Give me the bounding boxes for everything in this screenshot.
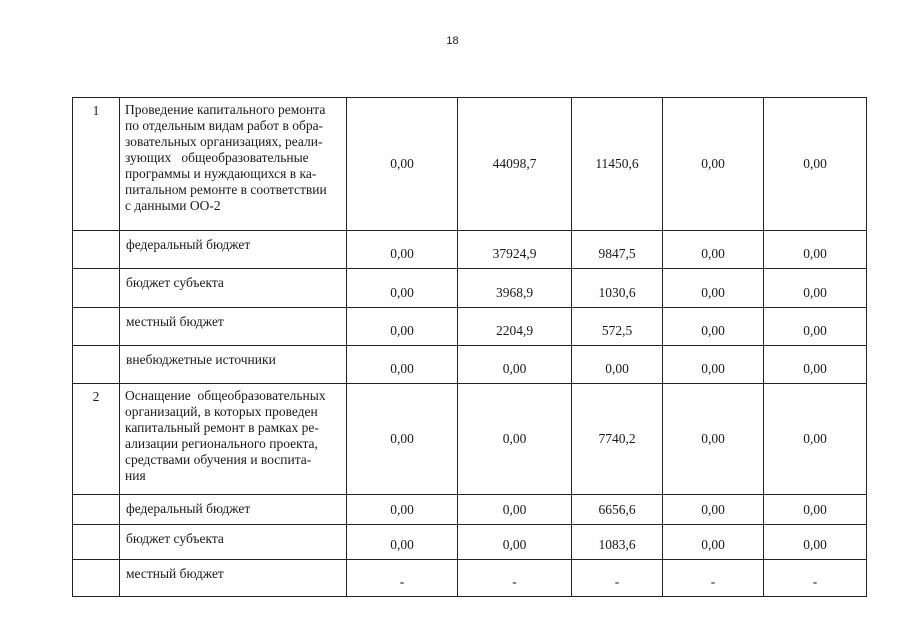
- description-line: ализации регионального проекта,: [125, 436, 318, 451]
- amount-cell: 0,00: [663, 308, 764, 346]
- description-line: программы и нуждающихся в ка-: [125, 166, 317, 181]
- page-number: 18: [446, 35, 459, 47]
- amount-cell: 0,00: [347, 525, 458, 560]
- amount-cell: 0,00: [663, 269, 764, 308]
- amount-cell: 0,00: [458, 525, 572, 560]
- item-description: [120, 384, 347, 495]
- amount-cell: -: [663, 560, 764, 597]
- amount-cell: -: [458, 560, 572, 597]
- amount-cell: 44098,7: [458, 98, 572, 231]
- funding-source-label: местный бюджет: [120, 560, 347, 597]
- amount-cell: 0,00: [347, 98, 458, 231]
- amount-cell: -: [764, 560, 867, 597]
- amount-cell: 2204,9: [458, 308, 572, 346]
- amount-cell: 0,00: [764, 346, 867, 384]
- table-row-funding-source: [73, 495, 867, 525]
- table-row-funding-source: [73, 346, 867, 384]
- amount-cell: 1083,6: [572, 525, 663, 560]
- funding-source-label: федеральный бюджет: [120, 495, 347, 525]
- table-row-funding-source: [73, 308, 867, 346]
- description-line: с данными ОО-2: [125, 198, 221, 213]
- row-number: [73, 495, 120, 525]
- amount-cell: 0,00: [347, 346, 458, 384]
- amount-cell: 0,00: [663, 525, 764, 560]
- amount-cell: 0,00: [764, 308, 867, 346]
- amount-cell: 9847,5: [572, 231, 663, 269]
- funding-source-label: бюджет субъекта: [120, 525, 347, 560]
- table-row-funding-source: [73, 231, 867, 269]
- amount-cell: 0,00: [663, 384, 764, 495]
- row-number: [73, 560, 120, 597]
- amount-cell: 6656,6: [572, 495, 663, 525]
- amount-cell: 0,00: [663, 98, 764, 231]
- row-number: 2: [73, 384, 120, 495]
- amount-cell: 1030,6: [572, 269, 663, 308]
- amount-cell: 0,00: [572, 346, 663, 384]
- row-number: [73, 525, 120, 560]
- amount-cell: 0,00: [458, 346, 572, 384]
- amount-cell: 0,00: [347, 384, 458, 495]
- table-row-funding-source: [73, 525, 867, 560]
- amount-cell: 0,00: [458, 384, 572, 495]
- row-number: [73, 269, 120, 308]
- amount-cell: 0,00: [764, 384, 867, 495]
- amount-cell: 0,00: [347, 269, 458, 308]
- amount-cell: 0,00: [764, 269, 867, 308]
- amount-cell: -: [347, 560, 458, 597]
- row-number: 1: [73, 98, 120, 231]
- funding-source-label: местный бюджет: [120, 308, 347, 346]
- amount-cell: 0,00: [663, 495, 764, 525]
- description-line: Проведение капитального ремонта: [125, 102, 326, 117]
- amount-cell: 0,00: [347, 231, 458, 269]
- description-line: средствами обучения и воспита-: [125, 452, 312, 467]
- amount-cell: 0,00: [764, 98, 867, 231]
- row-number: [73, 231, 120, 269]
- amount-cell: 0,00: [347, 308, 458, 346]
- amount-cell: 0,00: [764, 495, 867, 525]
- table-row-funding-source: [73, 560, 867, 597]
- budget-table: [72, 97, 867, 597]
- description-line: капитальный ремонт в рамках ре-: [125, 420, 319, 435]
- amount-cell: -: [572, 560, 663, 597]
- description-line: организаций, в которых проведен: [125, 404, 318, 419]
- description-line: Оснащение общеобразовательных: [125, 388, 326, 403]
- description-line: зующих общеобразовательные: [125, 150, 309, 165]
- funding-source-label: федеральный бюджет: [120, 231, 347, 269]
- table-row-item: [73, 98, 867, 231]
- amount-cell: 572,5: [572, 308, 663, 346]
- amount-cell: 11450,6: [572, 98, 663, 231]
- amount-cell: 0,00: [764, 231, 867, 269]
- description-line: зовательных организациях, реали-: [125, 134, 323, 149]
- amount-cell: 0,00: [663, 231, 764, 269]
- amount-cell: 0,00: [663, 346, 764, 384]
- amount-cell: 0,00: [764, 525, 867, 560]
- table-row-item: [73, 384, 867, 495]
- description-line: питальном ремонте в соответствии: [125, 182, 327, 197]
- funding-source-label: бюджет субъекта: [120, 269, 347, 308]
- amount-cell: 7740,2: [572, 384, 663, 495]
- table-row-funding-source: [73, 269, 867, 308]
- row-number: [73, 346, 120, 384]
- description-line: по отдельным видам работ в обра-: [125, 118, 324, 133]
- row-number: [73, 308, 120, 346]
- description-line: ния: [125, 468, 146, 483]
- amount-cell: 0,00: [347, 495, 458, 525]
- amount-cell: 3968,9: [458, 269, 572, 308]
- funding-source-label: внебюджетные источники: [120, 346, 347, 384]
- amount-cell: 37924,9: [458, 231, 572, 269]
- amount-cell: 0,00: [458, 495, 572, 525]
- item-description: [120, 98, 347, 231]
